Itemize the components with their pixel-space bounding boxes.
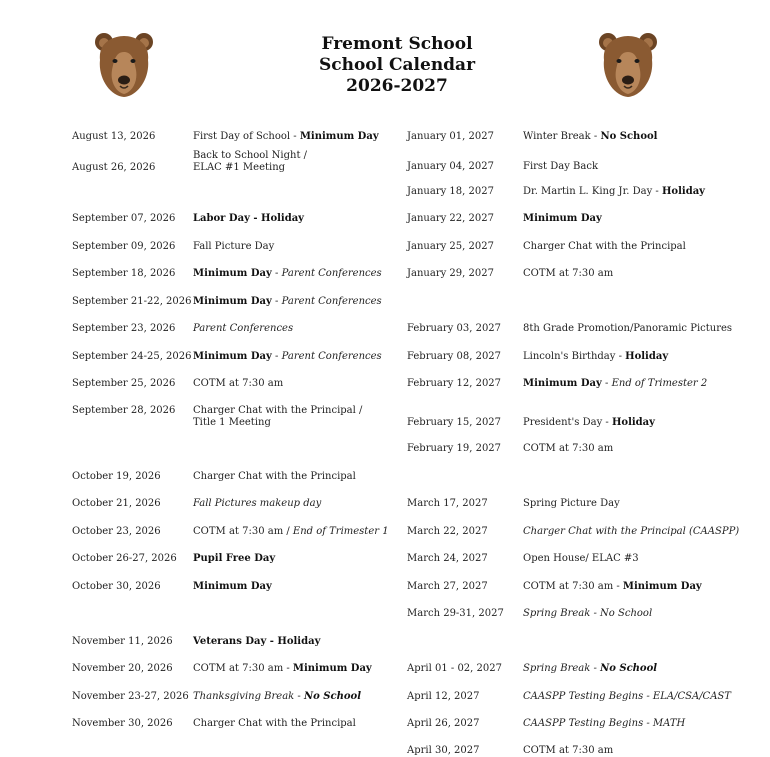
event-description-segment: No School bbox=[600, 131, 658, 142]
event-description-segment: Thanksgiving Break bbox=[193, 691, 295, 702]
event-date: March 24, 2027 bbox=[407, 553, 488, 564]
event-description bbox=[523, 443, 613, 455]
school-name: Fremont School bbox=[321, 34, 473, 54]
event-date: November 11, 2026 bbox=[72, 636, 173, 647]
event-date: September 09, 2026 bbox=[72, 241, 176, 252]
event-description-segment: Minimum Day bbox=[523, 378, 602, 389]
event-description bbox=[193, 663, 372, 675]
event-date: October 30, 2026 bbox=[72, 581, 161, 592]
event-description bbox=[523, 323, 732, 335]
event-description-segment: Spring Break - bbox=[523, 663, 601, 674]
event-date: April 30, 2027 bbox=[407, 745, 480, 756]
event-description bbox=[523, 161, 598, 173]
event-description bbox=[193, 581, 272, 593]
event-date: February 08, 2027 bbox=[407, 351, 502, 362]
event-date: September 24-25, 2026 bbox=[72, 351, 192, 362]
event-description bbox=[193, 150, 307, 174]
event-description-segment: - bbox=[271, 268, 282, 279]
event-description-segment: - bbox=[271, 296, 282, 307]
event-description-segment: 8th Grade Promotion/Panoramic Pictures bbox=[523, 323, 733, 334]
event-description-segment: Spring Picture Day bbox=[523, 498, 620, 509]
event-description bbox=[523, 663, 657, 675]
calendar-title: School Calendar bbox=[318, 55, 476, 75]
event-description bbox=[193, 636, 320, 648]
event-description-segment: Labor Day - Holiday bbox=[193, 213, 304, 224]
event-description-segment: Parent Conferences bbox=[281, 296, 382, 307]
event-description bbox=[523, 745, 613, 757]
event-description-segment: Open House/ ELAC #3 bbox=[523, 553, 639, 564]
event-description-segment: COTM at 7:30 am bbox=[193, 378, 284, 389]
event-description bbox=[193, 405, 362, 429]
event-description bbox=[523, 241, 686, 253]
event-date: January 29, 2027 bbox=[407, 268, 494, 279]
event-description-line: Back to School Night / bbox=[193, 150, 308, 161]
event-description-segment: COTM at 7:30 am bbox=[523, 268, 614, 279]
event-date: August 26, 2026 bbox=[72, 162, 156, 173]
event-description bbox=[193, 323, 293, 335]
event-description-segment: COTM at 7:30 am - bbox=[193, 663, 293, 674]
event-date: August 13, 2026 bbox=[72, 131, 156, 142]
event-description bbox=[523, 417, 655, 429]
event-date: October 19, 2026 bbox=[72, 471, 161, 482]
event-description-segment: Charger Chat with the Principal bbox=[193, 471, 356, 482]
event-description-segment: Minimum Day bbox=[292, 663, 372, 674]
event-date: March 22, 2027 bbox=[407, 526, 488, 537]
event-description-segment: Minimum Day bbox=[193, 581, 272, 592]
event-description bbox=[523, 526, 739, 538]
event-description-segment: Minimum Day bbox=[622, 581, 702, 592]
event-description-segment: Fall Pictures makeup day bbox=[193, 498, 322, 509]
event-date: March 27, 2027 bbox=[407, 581, 488, 592]
event-description bbox=[193, 351, 382, 363]
event-date: September 07, 2026 bbox=[72, 213, 176, 224]
event-description-segment: End of Trimester 1 bbox=[292, 526, 389, 537]
event-description-segment: Winter Break - bbox=[523, 131, 601, 142]
event-description-segment: No School bbox=[304, 691, 362, 702]
event-description bbox=[193, 241, 274, 253]
page-title bbox=[0, 34, 770, 97]
event-description bbox=[523, 351, 668, 363]
event-description bbox=[523, 553, 639, 565]
event-description-segment: Fall Picture Day bbox=[193, 241, 275, 252]
event-description bbox=[193, 471, 356, 483]
event-date: September 21-22, 2026 bbox=[72, 296, 192, 307]
event-description-segment: First Day of School - bbox=[193, 131, 300, 142]
event-description bbox=[193, 268, 382, 280]
event-date: April 01 - 02, 2027 bbox=[407, 663, 502, 674]
event-description-segment: Minimum Day bbox=[193, 296, 272, 307]
event-description-segment: Charger Chat with the Principal bbox=[523, 241, 686, 252]
event-description-segment: End of Trimester 2 bbox=[611, 378, 708, 389]
event-description-segment: First Day Back bbox=[523, 161, 599, 172]
event-description-segment: Charger Chat with the Principal bbox=[193, 718, 356, 729]
event-description-segment: - bbox=[271, 351, 282, 362]
event-description-segment: Spring Break - No School bbox=[523, 608, 653, 619]
event-date: January 25, 2027 bbox=[407, 241, 494, 252]
event-description bbox=[523, 498, 620, 510]
event-date: November 20, 2026 bbox=[72, 663, 173, 674]
event-description-segment: Holiday bbox=[611, 417, 655, 428]
event-date: September 23, 2026 bbox=[72, 323, 176, 334]
event-date: January 01, 2027 bbox=[407, 131, 494, 142]
event-description bbox=[523, 213, 602, 225]
event-date: October 21, 2026 bbox=[72, 498, 161, 509]
event-description-segment: CAASPP Testing Begins - MATH bbox=[523, 718, 686, 729]
event-description-segment: CAASPP Testing Begins - ELA/CSA/CAST bbox=[523, 691, 731, 702]
event-date: November 30, 2026 bbox=[72, 718, 173, 729]
event-description bbox=[523, 378, 707, 390]
event-description-segment: Charger Chat with the Principal (CAASPP) bbox=[523, 526, 740, 537]
event-description-segment: Parent Conferences bbox=[281, 351, 382, 362]
event-description bbox=[193, 498, 321, 510]
event-description-segment: Parent Conferences bbox=[193, 323, 294, 334]
event-description-segment: COTM at 7:30 am / bbox=[193, 526, 293, 537]
event-description-segment: Pupil Free Day bbox=[193, 553, 276, 564]
event-description bbox=[523, 608, 652, 620]
event-date: January 18, 2027 bbox=[407, 186, 494, 197]
event-description bbox=[193, 718, 356, 730]
event-description-segment: Minimum Day bbox=[299, 131, 379, 142]
event-description-segment: President's Day - bbox=[523, 417, 612, 428]
event-description bbox=[193, 131, 379, 143]
event-description-line: Charger Chat with the Principal / bbox=[193, 405, 363, 416]
school-year: 2026-2027 bbox=[346, 76, 448, 96]
event-description bbox=[193, 553, 275, 565]
event-description bbox=[523, 268, 613, 280]
event-description bbox=[523, 581, 702, 593]
event-description bbox=[193, 691, 361, 703]
event-description-segment: COTM at 7:30 am bbox=[523, 745, 614, 756]
event-date: January 22, 2027 bbox=[407, 213, 494, 224]
event-date: September 18, 2026 bbox=[72, 268, 176, 279]
event-date: April 12, 2027 bbox=[407, 691, 480, 702]
event-date: January 04, 2027 bbox=[407, 161, 494, 172]
event-description-line: Title 1 Meeting bbox=[193, 417, 271, 428]
event-date: October 23, 2026 bbox=[72, 526, 161, 537]
event-description bbox=[523, 131, 657, 143]
event-description bbox=[193, 378, 283, 390]
event-description-segment: Minimum Day bbox=[193, 351, 272, 362]
event-date: September 25, 2026 bbox=[72, 378, 176, 389]
event-description-segment: Veterans Day - Holiday bbox=[193, 636, 321, 647]
event-description-segment: COTM at 7:30 am bbox=[523, 443, 614, 454]
event-date: February 15, 2027 bbox=[407, 417, 502, 428]
event-date: March 17, 2027 bbox=[407, 498, 488, 509]
event-description-segment: - bbox=[294, 691, 304, 702]
event-date: October 26-27, 2026 bbox=[72, 553, 177, 564]
event-description bbox=[193, 296, 382, 308]
event-description-segment: COTM at 7:30 am - bbox=[523, 581, 623, 592]
event-date: February 12, 2027 bbox=[407, 378, 502, 389]
event-description-segment: Holiday bbox=[625, 351, 669, 362]
event-description-segment: Holiday bbox=[661, 186, 705, 197]
event-date: February 19, 2027 bbox=[407, 443, 502, 454]
event-description-segment: No School bbox=[600, 663, 658, 674]
event-date: November 23-27, 2026 bbox=[72, 691, 189, 702]
event-description bbox=[193, 526, 389, 538]
event-description bbox=[523, 186, 705, 198]
event-description-segment: - bbox=[601, 378, 612, 389]
event-description bbox=[523, 718, 685, 730]
event-date: March 29-31, 2027 bbox=[407, 608, 504, 619]
event-description-line: ELAC #1 Meeting bbox=[193, 162, 286, 173]
event-date: April 26, 2027 bbox=[407, 718, 480, 729]
event-description-segment: Lincoln's Birthday - bbox=[523, 351, 626, 362]
event-description-segment: Parent Conferences bbox=[281, 268, 382, 279]
event-description-segment: Dr. Martin L. King Jr. Day - bbox=[523, 186, 662, 197]
event-description-segment: Minimum Day bbox=[193, 268, 272, 279]
event-date: September 28, 2026 bbox=[72, 405, 176, 416]
event-description bbox=[523, 691, 731, 703]
event-description-segment: Minimum Day bbox=[523, 213, 602, 224]
event-date: February 03, 2027 bbox=[407, 323, 502, 334]
event-description bbox=[193, 213, 304, 225]
